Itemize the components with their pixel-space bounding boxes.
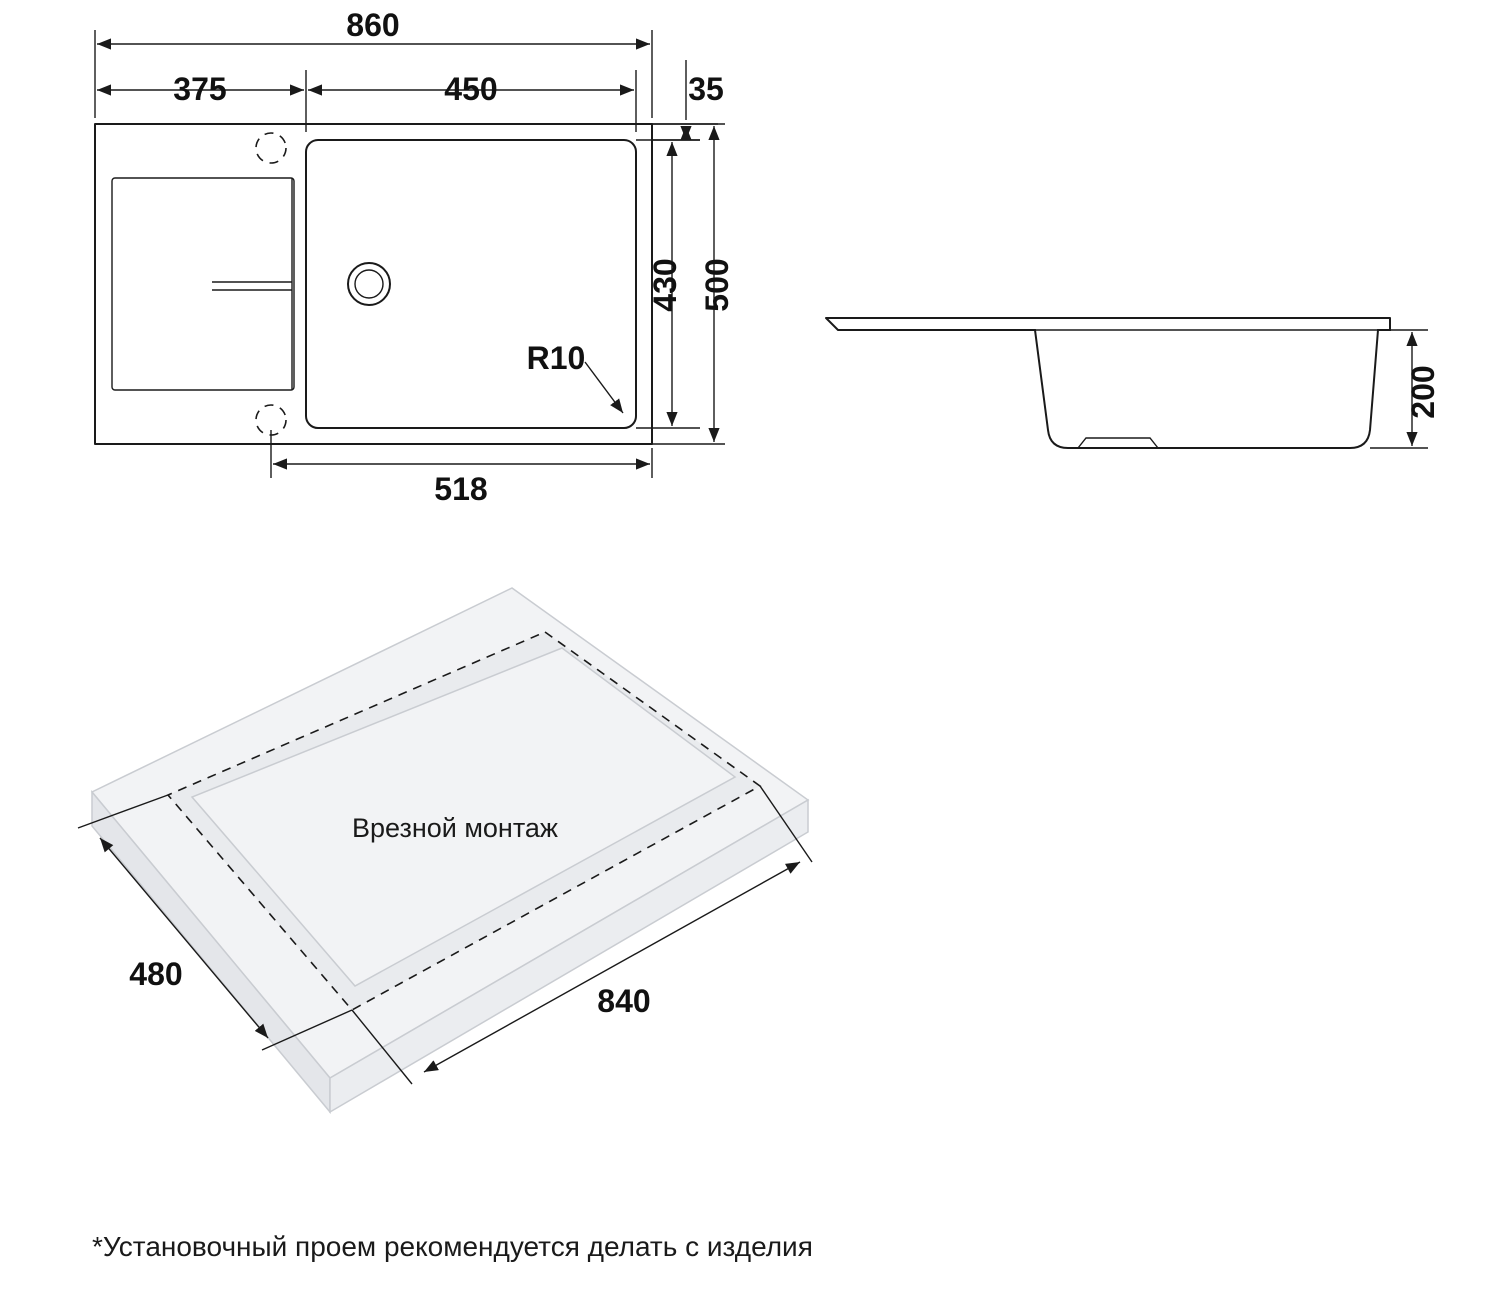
top-view-sink-outline [95, 124, 652, 444]
footnote-text: *Установочный проем рекомендуется делать с изделия [92, 1231, 813, 1262]
dim-overall-depth: 500 [699, 258, 735, 312]
dim-corner-radius: R10 [526, 340, 586, 376]
dim-edge-offset: 35 [688, 71, 724, 107]
dim-drainer-width: 375 [173, 71, 227, 107]
dim-bowl-length-outer: 518 [434, 471, 488, 507]
dim-bowl-width: 450 [444, 71, 498, 107]
dim-bowl-height: 200 [1405, 365, 1441, 419]
dim-cutout-width: 840 [597, 983, 651, 1019]
dim-bowl-depth: 430 [647, 258, 683, 312]
dim-cutout-depth: 480 [129, 956, 183, 992]
cutout-isometric-view [78, 588, 812, 1112]
mount-type-label: Врезной монтаж [352, 813, 558, 843]
dim-overall-width: 860 [346, 7, 400, 43]
side-section-view-geometry [826, 318, 1428, 448]
